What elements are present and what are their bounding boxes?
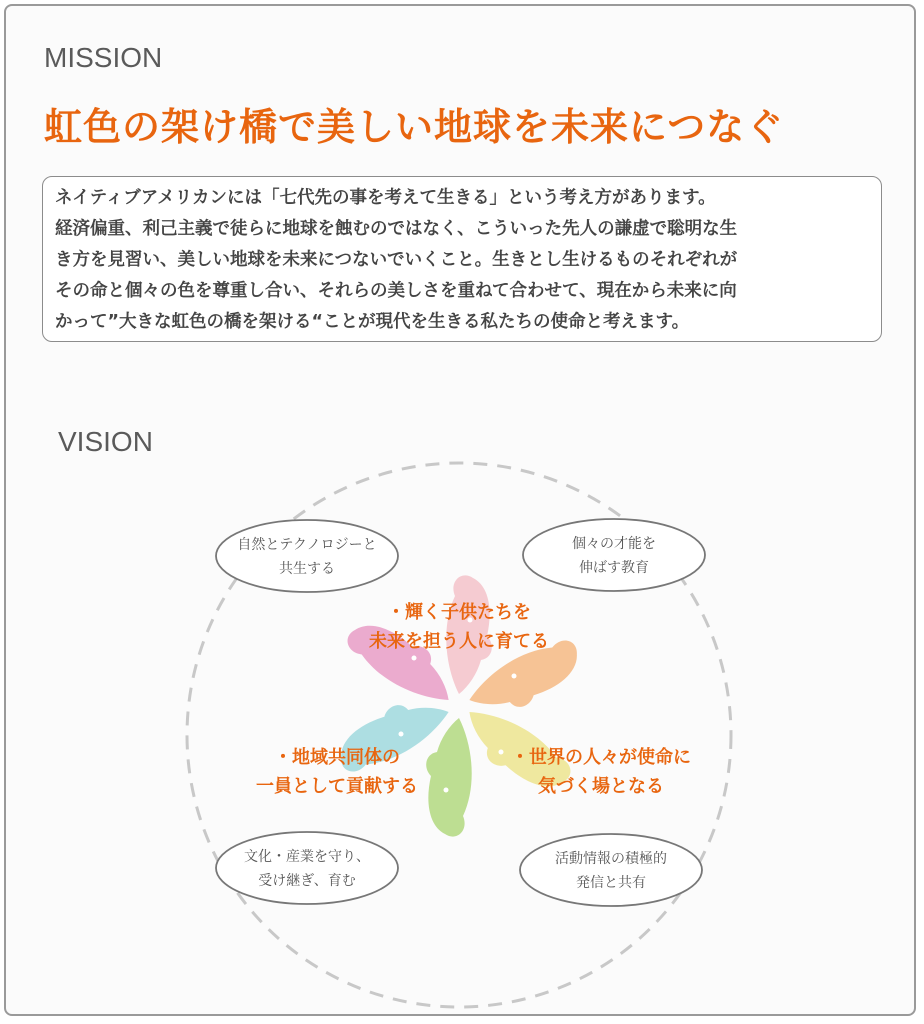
- ellipse-text-nature: 自然とテクノロジーと 共生する: [237, 537, 377, 577]
- mission-label: MISSION: [44, 42, 163, 73]
- ellipse-text-info: 活動情報の積極的 発信と共有: [555, 851, 667, 891]
- mission-line: かって”大きな虹色の橋を架ける“ことが現代を生きる私たちの使命と考えます。: [55, 312, 690, 332]
- mission-line: 経済偏重、利己主義で徒らに地球を蝕むのではなく、こういった先人の謙虚で聡明な生: [55, 219, 738, 239]
- mission-title: 虹色の架け橋で美しい地球を未来につなぐ: [44, 105, 785, 149]
- ellipse-text-talent: 個々の才能を 伸ばす教育: [572, 536, 656, 576]
- mission-line: き方を見習い、美しい地球を未来につないでいくこと。生きとし生けるものそれぞれが: [55, 250, 738, 270]
- goal-world: ・世界の人々が使命に 気づく場となる: [511, 747, 691, 797]
- ellipse-text-culture: 文化・産業を守り、 受け継ぎ、育む: [244, 849, 370, 889]
- goal-community: ・地域共同体の 一員として貢献する: [256, 747, 418, 797]
- vision-label: VISION: [58, 426, 153, 457]
- goal-children: ・輝く子供たちを 未来を担う人に育てる: [369, 602, 549, 652]
- mission-line: ネイティブアメリカンには「七代先の事を考えて生きる」という考え方があります。: [55, 188, 716, 208]
- mission-line: その命と個々の色を尊重し合い、それらの美しさを重ねて合わせて、現在から未来に向: [55, 281, 737, 301]
